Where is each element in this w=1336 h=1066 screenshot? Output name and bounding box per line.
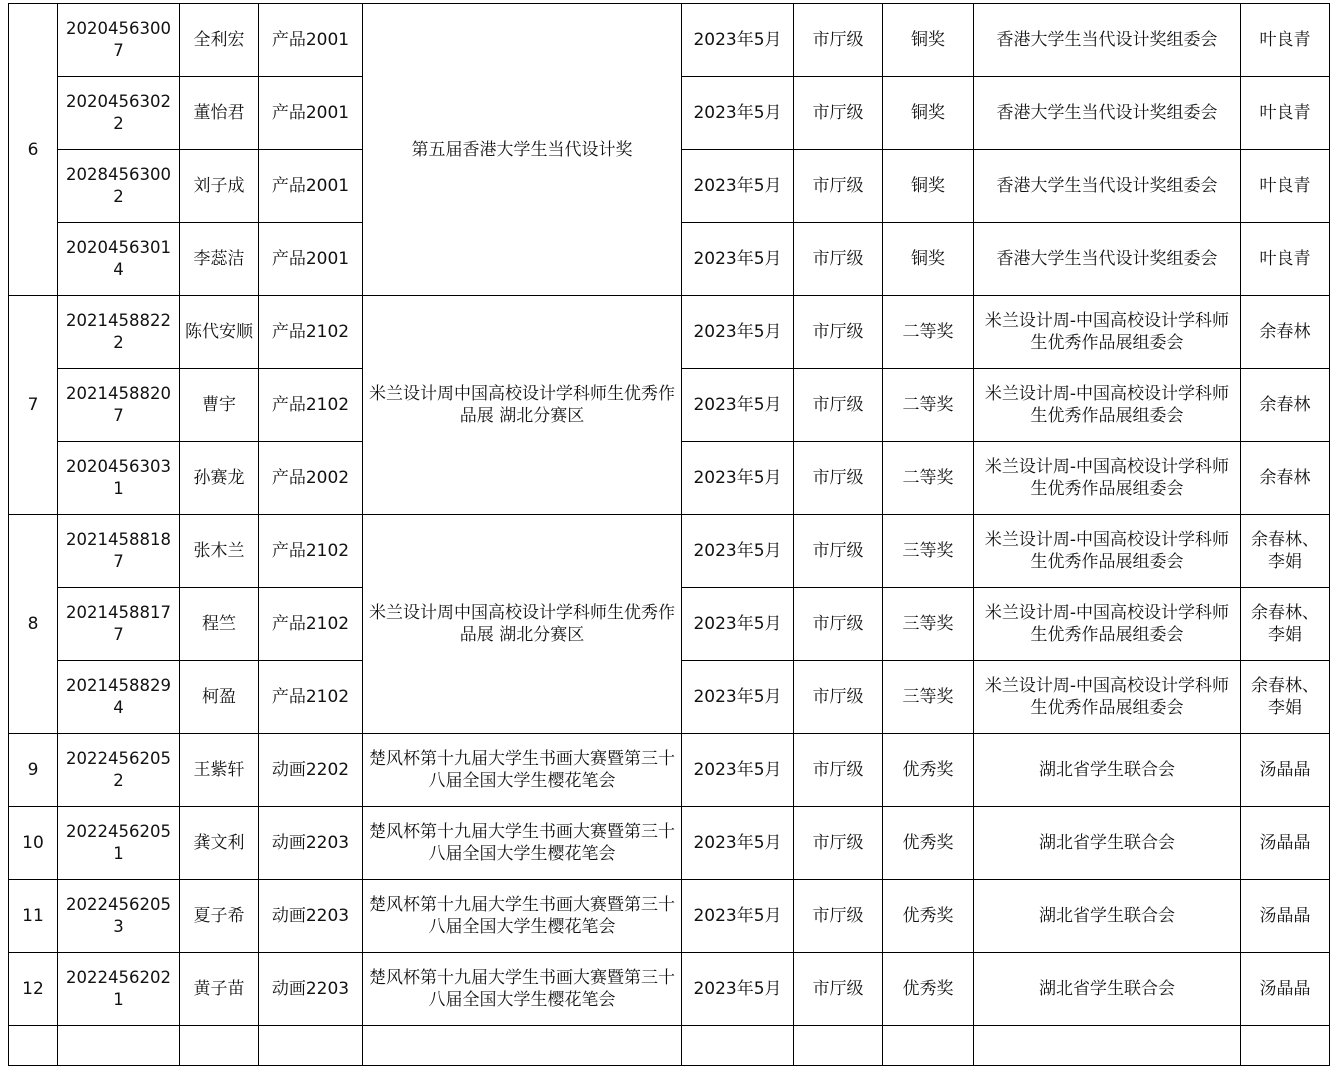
organizer-cell: 湖北省学生联合会 [974, 734, 1241, 807]
award-level-cell: 市厅级 [794, 296, 883, 369]
class-cell: 产品2001 [259, 4, 363, 77]
advisor-cell: 叶良青 [1241, 223, 1330, 296]
student-id-cell: 20224562021 [58, 953, 180, 1026]
student-id-cell: 20214588294 [58, 661, 180, 734]
award-level-cell: 市厅级 [794, 807, 883, 880]
competition-name-cell: 第五届香港大学生当代设计奖 [363, 4, 682, 296]
advisor-cell: 余春林 [1241, 369, 1330, 442]
organizer-cell: 米兰设计周-中国高校设计学科师生优秀作品展组委会 [974, 296, 1241, 369]
award-date-cell: 2023年5月 [682, 953, 794, 1026]
advisor-cell: 汤晶晶 [1241, 734, 1330, 807]
competition-name-cell: 米兰设计周中国高校设计学科师生优秀作品展 湖北分赛区 [363, 296, 682, 515]
award-level-cell: 市厅级 [794, 4, 883, 77]
award-date-cell: 2023年5月 [682, 296, 794, 369]
organizer-cell: 香港大学生当代设计奖组委会 [974, 223, 1241, 296]
organizer-cell: 米兰设计周-中国高校设计学科师生优秀作品展组委会 [974, 515, 1241, 588]
award-level-cell: 市厅级 [794, 880, 883, 953]
group-number-cell: 6 [9, 4, 58, 296]
organizer-cell: 米兰设计周-中国高校设计学科师生优秀作品展组委会 [974, 442, 1241, 515]
awards-table [8, 3, 1330, 1066]
award-date-cell: 2023年5月 [682, 77, 794, 150]
award-date-cell: 2023年5月 [682, 661, 794, 734]
table-row [9, 734, 1330, 807]
class-cell: 动画2203 [259, 880, 363, 953]
class-cell: 产品2102 [259, 588, 363, 661]
class-cell: 产品2001 [259, 223, 363, 296]
table-row [9, 515, 1330, 588]
student-name-cell: 曹宇 [180, 369, 259, 442]
competition-name-cell: 楚风杯第十九届大学生书画大赛暨第三十八届全国大学生樱花笔会 [363, 807, 682, 880]
student-name-cell: 李蕊洁 [180, 223, 259, 296]
class-cell: 产品2002 [259, 442, 363, 515]
class-cell: 产品2102 [259, 661, 363, 734]
empty-cell [259, 1026, 363, 1066]
group-number-cell: 9 [9, 734, 58, 807]
award-grade-cell: 优秀奖 [883, 953, 974, 1026]
award-level-cell: 市厅级 [794, 515, 883, 588]
award-date-cell: 2023年5月 [682, 4, 794, 77]
advisor-cell: 叶良青 [1241, 4, 1330, 77]
award-grade-cell: 二等奖 [883, 369, 974, 442]
organizer-cell: 米兰设计周-中国高校设计学科师生优秀作品展组委会 [974, 588, 1241, 661]
student-name-cell: 张木兰 [180, 515, 259, 588]
advisor-cell: 叶良青 [1241, 150, 1330, 223]
empty-cell [1241, 1026, 1330, 1066]
award-level-cell: 市厅级 [794, 223, 883, 296]
award-grade-cell: 铜奖 [883, 4, 974, 77]
award-level-cell: 市厅级 [794, 442, 883, 515]
class-cell: 产品2102 [259, 369, 363, 442]
student-id-cell: 20224562052 [58, 734, 180, 807]
empty-cell [794, 1026, 883, 1066]
student-id-cell: 20224562053 [58, 880, 180, 953]
organizer-cell: 湖北省学生联合会 [974, 880, 1241, 953]
award-grade-cell: 三等奖 [883, 661, 974, 734]
empty-cell [363, 1026, 682, 1066]
organizer-cell: 香港大学生当代设计奖组委会 [974, 150, 1241, 223]
organizer-cell: 香港大学生当代设计奖组委会 [974, 77, 1241, 150]
organizer-cell: 香港大学生当代设计奖组委会 [974, 4, 1241, 77]
student-name-cell: 董怡君 [180, 77, 259, 150]
award-date-cell: 2023年5月 [682, 150, 794, 223]
class-cell: 产品2102 [259, 515, 363, 588]
table-row [9, 807, 1330, 880]
student-id-cell: 20204563022 [58, 77, 180, 150]
student-id-cell: 20224562051 [58, 807, 180, 880]
competition-name-cell: 米兰设计周中国高校设计学科师生优秀作品展 湖北分赛区 [363, 515, 682, 734]
advisor-cell: 叶良青 [1241, 77, 1330, 150]
table-row [9, 880, 1330, 953]
award-grade-cell: 铜奖 [883, 223, 974, 296]
award-date-cell: 2023年5月 [682, 880, 794, 953]
award-level-cell: 市厅级 [794, 953, 883, 1026]
award-grade-cell: 铜奖 [883, 77, 974, 150]
class-cell: 动画2202 [259, 734, 363, 807]
competition-name-cell: 楚风杯第十九届大学生书画大赛暨第三十八届全国大学生樱花笔会 [363, 880, 682, 953]
award-grade-cell: 优秀奖 [883, 807, 974, 880]
class-cell: 动画2203 [259, 953, 363, 1026]
student-id-cell: 20204563014 [58, 223, 180, 296]
group-number-cell: 8 [9, 515, 58, 734]
advisor-cell: 汤晶晶 [1241, 953, 1330, 1026]
award-date-cell: 2023年5月 [682, 588, 794, 661]
class-cell: 产品2001 [259, 77, 363, 150]
class-cell: 产品2001 [259, 150, 363, 223]
student-name-cell: 全利宏 [180, 4, 259, 77]
class-cell: 动画2203 [259, 807, 363, 880]
student-name-cell: 夏子希 [180, 880, 259, 953]
competition-name-cell: 楚风杯第十九届大学生书画大赛暨第三十八届全国大学生樱花笔会 [363, 953, 682, 1026]
table-body [9, 4, 1330, 1066]
award-date-cell: 2023年5月 [682, 369, 794, 442]
table-row [9, 953, 1330, 1026]
award-level-cell: 市厅级 [794, 369, 883, 442]
student-id-cell: 20214588207 [58, 369, 180, 442]
award-level-cell: 市厅级 [794, 734, 883, 807]
table-row [9, 4, 1330, 77]
table-row [9, 296, 1330, 369]
group-number-cell: 12 [9, 953, 58, 1026]
award-grade-cell: 优秀奖 [883, 734, 974, 807]
student-id-cell: 20284563002 [58, 150, 180, 223]
organizer-cell: 米兰设计周-中国高校设计学科师生优秀作品展组委会 [974, 369, 1241, 442]
award-date-cell: 2023年5月 [682, 807, 794, 880]
student-id-cell: 20214588187 [58, 515, 180, 588]
student-id-cell: 20214588177 [58, 588, 180, 661]
student-name-cell: 王紫轩 [180, 734, 259, 807]
table-row-partial [9, 1026, 1330, 1066]
group-number-cell: 10 [9, 807, 58, 880]
award-level-cell: 市厅级 [794, 588, 883, 661]
student-name-cell: 刘子成 [180, 150, 259, 223]
student-name-cell: 孙赛龙 [180, 442, 259, 515]
award-date-cell: 2023年5月 [682, 515, 794, 588]
empty-cell [9, 1026, 58, 1066]
group-number-cell: 7 [9, 296, 58, 515]
advisor-cell: 余春林 [1241, 296, 1330, 369]
award-grade-cell: 三等奖 [883, 515, 974, 588]
award-grade-cell: 三等奖 [883, 588, 974, 661]
award-level-cell: 市厅级 [794, 77, 883, 150]
award-grade-cell: 优秀奖 [883, 880, 974, 953]
organizer-cell: 湖北省学生联合会 [974, 953, 1241, 1026]
advisor-cell: 余春林、李娟 [1241, 588, 1330, 661]
empty-cell [58, 1026, 180, 1066]
competition-name-cell: 楚风杯第十九届大学生书画大赛暨第三十八届全国大学生樱花笔会 [363, 734, 682, 807]
advisor-cell: 余春林 [1241, 442, 1330, 515]
award-date-cell: 2023年5月 [682, 734, 794, 807]
award-date-cell: 2023年5月 [682, 223, 794, 296]
student-name-cell: 黄子苗 [180, 953, 259, 1026]
student-name-cell: 柯盈 [180, 661, 259, 734]
organizer-cell: 米兰设计周-中国高校设计学科师生优秀作品展组委会 [974, 661, 1241, 734]
student-id-cell: 20214588222 [58, 296, 180, 369]
advisor-cell: 汤晶晶 [1241, 807, 1330, 880]
student-id-cell: 20204563031 [58, 442, 180, 515]
award-date-cell: 2023年5月 [682, 442, 794, 515]
empty-cell [180, 1026, 259, 1066]
award-level-cell: 市厅级 [794, 150, 883, 223]
student-name-cell: 程竺 [180, 588, 259, 661]
award-grade-cell: 铜奖 [883, 150, 974, 223]
advisor-cell: 汤晶晶 [1241, 880, 1330, 953]
student-name-cell: 龚文利 [180, 807, 259, 880]
student-id-cell: 20204563007 [58, 4, 180, 77]
empty-cell [682, 1026, 794, 1066]
group-number-cell: 11 [9, 880, 58, 953]
award-grade-cell: 二等奖 [883, 442, 974, 515]
organizer-cell: 湖北省学生联合会 [974, 807, 1241, 880]
advisor-cell: 余春林、李娟 [1241, 515, 1330, 588]
award-level-cell: 市厅级 [794, 661, 883, 734]
student-name-cell: 陈代安顺 [180, 296, 259, 369]
empty-cell [883, 1026, 974, 1066]
award-grade-cell: 二等奖 [883, 296, 974, 369]
empty-cell [974, 1026, 1241, 1066]
class-cell: 产品2102 [259, 296, 363, 369]
advisor-cell: 余春林、李娟 [1241, 661, 1330, 734]
